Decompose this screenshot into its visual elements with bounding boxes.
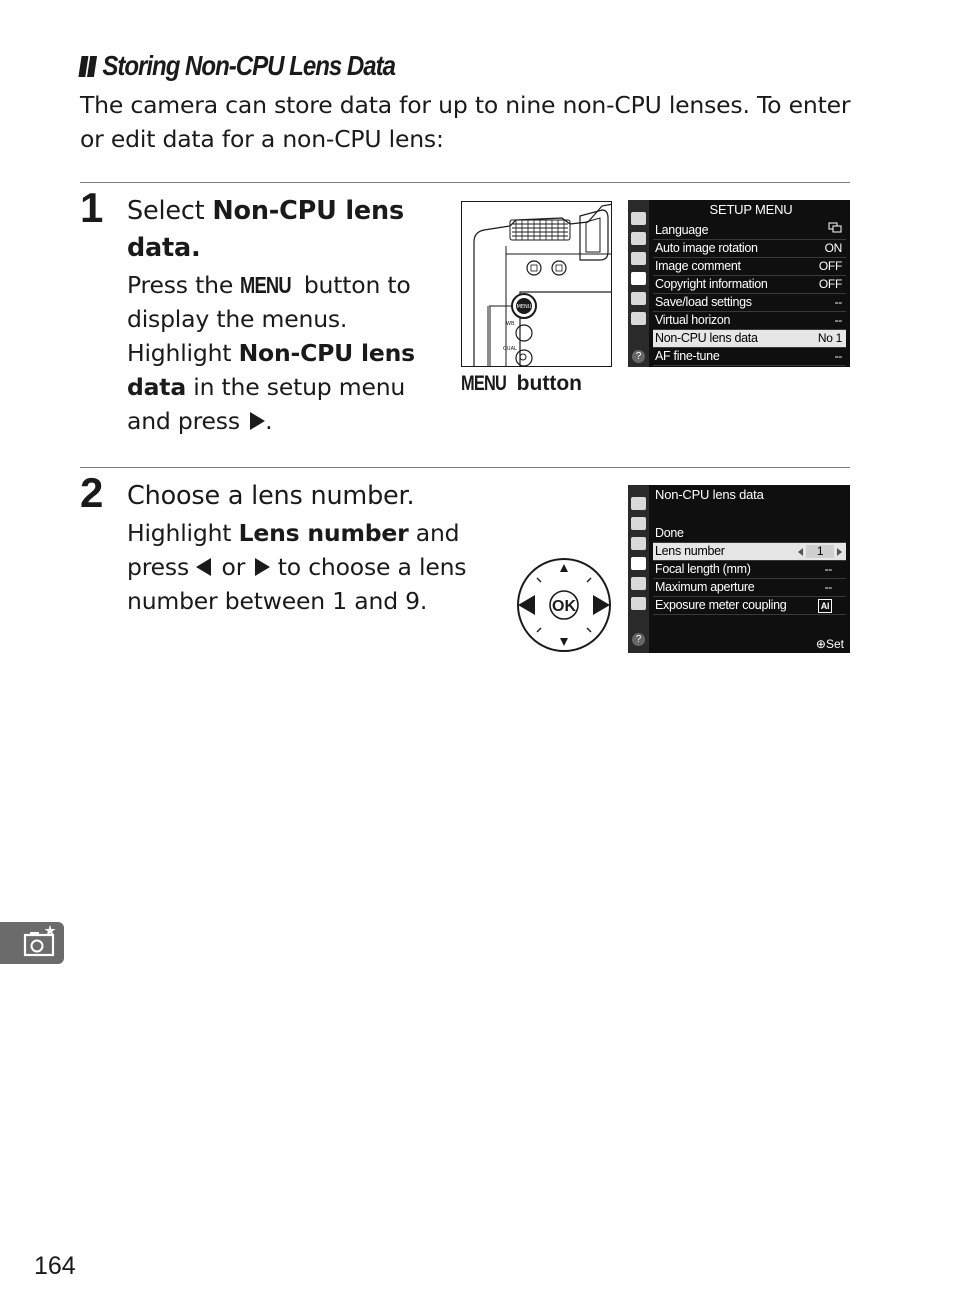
menu-item-value: -- (834, 295, 842, 309)
caption-menu-glyph: MENU (461, 372, 507, 395)
menu-item-save-load-settings[interactable] (653, 294, 846, 312)
step-1-body-t4: in the setup menu and press (127, 373, 406, 435)
menu-item-lens-number[interactable] (653, 543, 846, 561)
menu-item-label: Image comment (655, 259, 741, 273)
step-1-body (127, 268, 437, 438)
my-menu-icon (631, 312, 646, 325)
menu-item-value: OFF (818, 259, 842, 273)
section-title (80, 50, 395, 84)
menu-item-non-cpu-lens-data[interactable] (653, 330, 846, 348)
menu-item-label: AF fine-tune (655, 349, 720, 363)
retouch-menu-icon (631, 292, 646, 305)
menu-item-label: Done (655, 526, 684, 540)
menu-item-label: Lens number (655, 544, 725, 558)
step-1-text (127, 193, 437, 438)
camera-menu-label: MENU (516, 304, 532, 310)
menu-item-label: Non-CPU lens data (655, 331, 758, 345)
my-menu-icon (631, 597, 646, 610)
section-title-text: Storing Non-CPU Lens Data (102, 50, 395, 81)
step-1-body-t1: Press the (127, 271, 241, 299)
menu-item-label: Exposure meter coupling (655, 598, 787, 612)
menu-item-auto-image-rotation[interactable] (653, 240, 846, 258)
step-2-body-t3: and press (127, 519, 460, 581)
menu-item-copyright-information[interactable] (653, 276, 846, 294)
setup-menu-screen (628, 200, 850, 367)
menu-item-label: Save/load settings (655, 295, 752, 309)
menu-item-done[interactable] (653, 525, 846, 543)
menu-sidebar (628, 485, 649, 653)
menu-item-value: ON (824, 241, 842, 255)
setup-menu-title: SETUP MENU (709, 202, 793, 217)
camera-qual-label: QUAL (503, 346, 517, 352)
menu-item-language[interactable] (653, 222, 846, 240)
divider (80, 467, 850, 468)
camera-settings-icon (0, 922, 64, 964)
language-icon (828, 222, 842, 239)
step-1-heading (127, 193, 437, 267)
lens-number-value: 1 (806, 545, 834, 558)
retouch-menu-icon (631, 577, 646, 590)
right-arrow-icon (250, 412, 265, 430)
shooting-menu-icon (631, 232, 646, 245)
camera-back-drawing (462, 202, 612, 367)
step-2-body-t1: Highlight (127, 519, 239, 547)
setup-menu-icon (631, 272, 646, 285)
menu-item-label: Maximum aperture (655, 580, 755, 594)
menu-item-value: -- (834, 313, 842, 327)
menu-item-value: No 1 (817, 331, 842, 345)
help-icon: ? (632, 350, 645, 363)
step-2-text (127, 478, 487, 618)
step-1-heading-pre: Select (127, 196, 213, 226)
intro-paragraph: The camera can store data for up to nine non-CPU lenses. To enter or edit data for a non-CPU lens: (80, 91, 851, 153)
ok-button-label: OK (552, 598, 576, 615)
step-1-body-t2: button to display the menus. Highlight (127, 271, 411, 367)
menu-item-label: Copyright information (655, 277, 768, 291)
step-1-body-bold: Non-CPU lens data (127, 339, 415, 401)
playback-menu-icon (631, 497, 646, 510)
chapter-tab (0, 922, 64, 964)
increment-arrow-icon[interactable] (837, 548, 842, 556)
ai-coupling-icon: AI (818, 599, 832, 613)
decrement-arrow-icon[interactable] (798, 548, 803, 556)
multi-selector-small-icon: ⊕ (815, 637, 826, 651)
menu-item-maximum-aperture[interactable] (653, 579, 846, 597)
menu-item-value: OFF (818, 277, 842, 291)
playback-menu-icon (631, 212, 646, 225)
menu-item-label: Language (655, 223, 709, 237)
shooting-menu-icon (631, 517, 646, 530)
non-cpu-lens-data-screen (628, 485, 850, 653)
menu-item-value: -- (824, 580, 832, 594)
menu-item-af-fine-tune[interactable] (653, 348, 846, 366)
step-2-heading: Choose a lens number. (127, 481, 415, 511)
step-2-body-bold: Lens number (238, 519, 409, 547)
step-1-number: 1 (80, 184, 104, 231)
camera-back-illustration (461, 201, 612, 367)
step-2-number: 2 (80, 469, 104, 516)
menu-sidebar (628, 200, 649, 367)
set-footer (816, 637, 844, 651)
step-1-heading-bold: Non-CPU lens data. (127, 196, 404, 263)
custom-settings-icon (631, 252, 646, 265)
menu-item-value: -- (824, 562, 832, 576)
step-1-body-t5: . (265, 407, 273, 435)
menu-button-glyph: MENU (240, 272, 292, 298)
set-footer-label: Set (825, 637, 844, 651)
menu-item-label: Virtual horizon (655, 313, 731, 327)
caption-rest: button (510, 372, 582, 395)
step-2-body-t4: or (214, 553, 253, 581)
menu-item-exposure-meter-coupling[interactable] (653, 597, 846, 615)
help-icon: ? (632, 633, 645, 646)
lens-menu-title: Non-CPU lens data (655, 487, 764, 502)
menu-item-image-comment[interactable] (653, 258, 846, 276)
multi-selector-icon (515, 556, 613, 654)
divider (80, 182, 850, 183)
menu-item-value: -- (834, 349, 842, 363)
step-2-body (127, 516, 487, 618)
camera-wb-label: WB (506, 321, 515, 327)
menu-button-caption (461, 372, 582, 396)
menu-item-label: Auto image rotation (655, 241, 758, 255)
menu-item-focal-length[interactable] (653, 561, 846, 579)
menu-item-virtual-horizon[interactable] (653, 312, 846, 330)
menu-item-label: Focal length (mm) (655, 562, 751, 576)
right-arrow-icon (255, 558, 270, 576)
step-2-body-t5: to choose a lens number between 1 and 9. (127, 553, 467, 615)
lens-number-selector[interactable] (798, 543, 844, 560)
setup-menu-icon (631, 557, 646, 570)
left-arrow-icon (196, 558, 211, 576)
page-number: 164 (34, 1252, 76, 1280)
section-marker-icon (80, 52, 97, 84)
custom-settings-icon (631, 537, 646, 550)
